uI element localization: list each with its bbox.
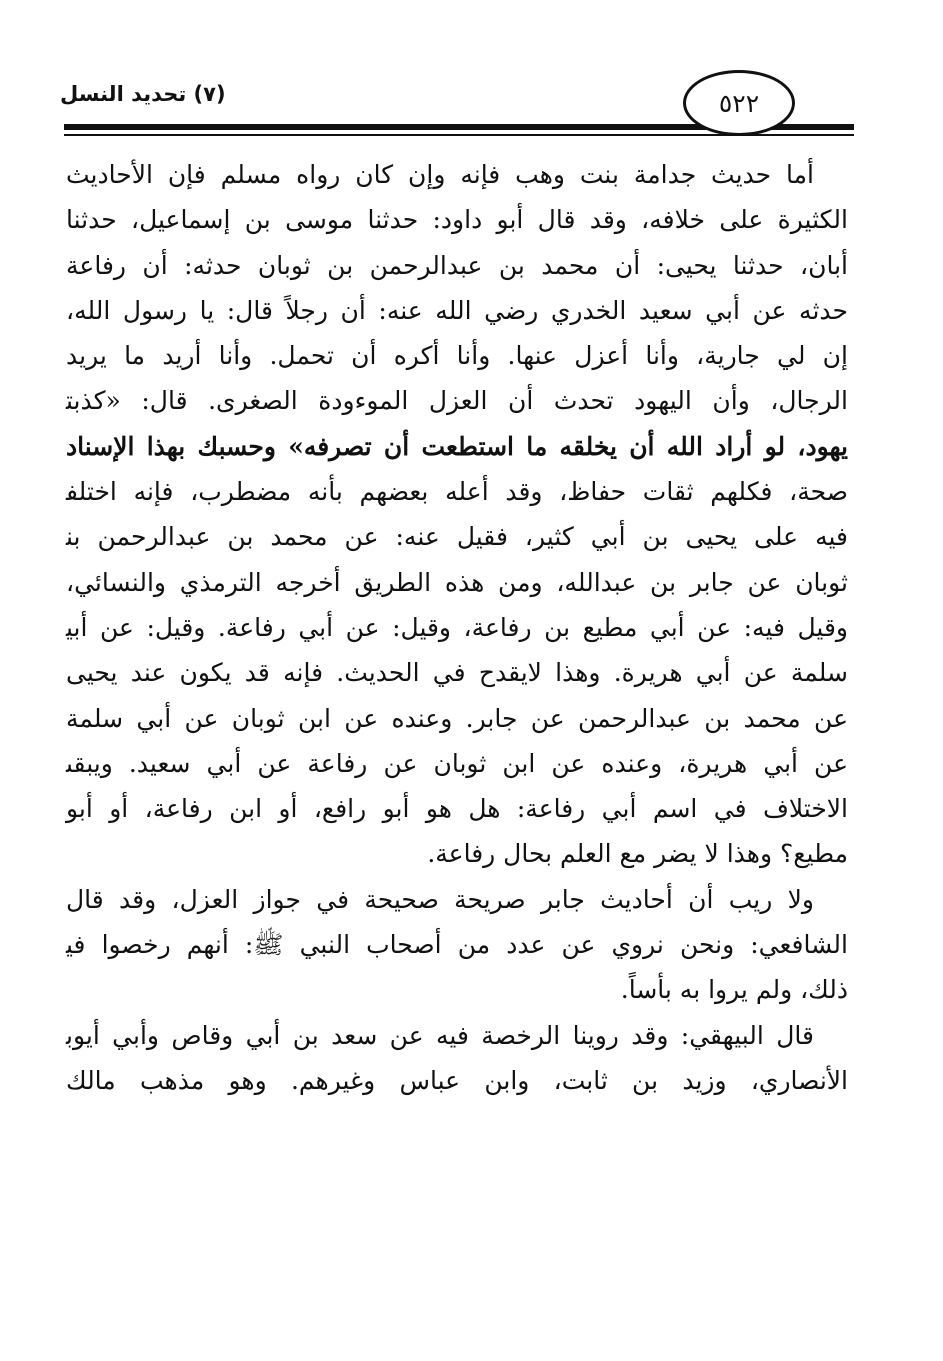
text-line: الكثيرة على خلافه، وقد قال أبو داود: حدثنا موسى بن إسماعيل، حدثنا (66, 205, 848, 235)
text-line: قال البيهقي: وقد روينا الرخصة فيه عن سعد بن أبي وقاص وأبي أيوب (66, 1020, 814, 1050)
text-line: الاختلاف في اسم أبي رفاعة: هل هو أبو رافع، أو ابن رفاعة، أو أبو (66, 794, 848, 824)
text-line: أبان، حدثنا يحيى: أن محمد بن عبدالرحمن بن ثوبان حدثه: أن رفاعة (66, 250, 848, 280)
page-header (0, 0, 943, 150)
running-title: (٧) تحديد النسل (60, 82, 226, 106)
text-line: مطيع؟ وهذا لا يضر مع العلم بحال رفاعة. (427, 839, 848, 869)
text-line: وقيل فيه: عن أبي مطيع بن رفاعة، وقيل: عن أبي رفاعة. وقيل: عن أبي (66, 612, 848, 642)
text-body (66, 152, 848, 1103)
text-line: إن لي جارية، وأنا أعزل عنها. وأنا أكره أن تحمل. وأنا أريد ما يريد (66, 341, 848, 371)
text-line: ثوبان عن جابر بن عبدالله، ومن هذه الطريق أخرجه الترمذي والنسائي، (66, 567, 848, 597)
text-line: عن أبي هريرة، وعنده عن ابن ثوبان عن رفاعة عن أبي سعيد. ويبقى (66, 748, 848, 778)
text-line: الشافعي: ونحن نروي عن عدد من أصحاب النبي ﷺ: أنهم رخصوا في (66, 930, 848, 960)
text-line-hadith: يهود، لو أراد الله أن يخلقه ما استطعت أن تصرفه» وحسبك بهذا الإسناد (66, 431, 848, 461)
text-line: ذلك، ولم يروا به بأساً. (620, 975, 848, 1005)
text-line: ولا ريب أن أحاديث جابر صريحة صحيحة في جواز العزل، وقد قال (66, 884, 814, 914)
text-line: حدثه عن أبي سعيد الخدري رضي الله عنه: أن رجلاً قال: يا رسول الله، (66, 295, 848, 325)
page-number-badge: ٥٢٢ (683, 70, 795, 136)
text-line: صحة، فكلهم ثقات حفاظ، وقد أعله بعضهم بأنه مضطرب، فإنه اختلف (66, 477, 848, 507)
text-line: سلمة عن أبي هريرة. وهذا لايقدح في الحديث. فإنه قد يكون عند يحيى (66, 658, 848, 688)
text-line: فيه على يحيى بن أبي كثير، فقيل عنه: عن محمد بن عبدالرحمن بن (66, 522, 848, 552)
text-line: عن محمد بن عبدالرحمن عن جابر. وعنده عن ابن ثوبان عن أبي سلمة (66, 703, 848, 733)
text-line: الرجال، وأن اليهود تحدث أن العزل الموءودة الصغرى. قال: «كذبت (66, 386, 848, 416)
text-line: الأنصاري، وزيد بن ثابت، وابن عباس وغيرهم. وهو مذهب مالك (66, 1065, 848, 1095)
text-line: أما حديث جدامة بنت وهب فإنه وإن كان رواه مسلم فإن الأحاديث (66, 160, 814, 189)
